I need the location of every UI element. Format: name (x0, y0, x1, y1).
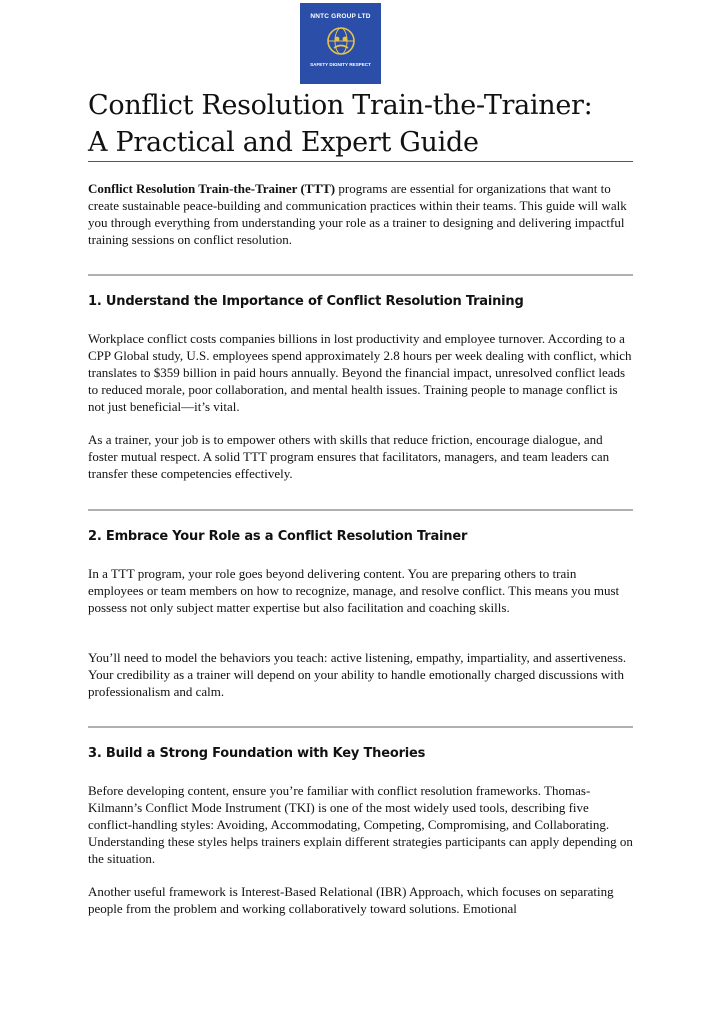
section-3-paragraph-2: Another useful framework is Interest-Based Relational (IBR) Approach, which focuses on separating people from the problem and working collaboratively toward solutions. Emotional (88, 884, 614, 916)
section-2-paragraph-2: You’ll need to model the behaviors you teach: active listening, empathy, impartiality, and assertiveness. Your credibility as a trainer will depend on your ability to handle emotionally charged discussions with professionalism and calm. (88, 650, 627, 699)
section-2-paragraph-1: In a TTT program, your role goes beyond delivering content. You are preparing others to train employees or team members on how to recognize, manage, and resolve conflict. This means you must possess not only subject matter expertise but also facilitation and coaching skills. (88, 566, 620, 615)
section-divider (88, 274, 633, 276)
section-heading-3: 3. Build a Strong Foundation with Key Theories (88, 746, 426, 761)
intro-text: programs are essential for organizations that want to create sustainable peace-building and communication practices within their teams. This guide will walk you through everything from understanding your role as a trainer to designing and delivering impactful training sessions on conflict resolution. (88, 181, 627, 247)
section-heading-2: 2. Embrace Your Role as a Conflict Resolution Trainer (88, 529, 468, 544)
company-logo (300, 3, 381, 84)
section-heading-1: 1. Understand the Importance of Conflict Resolution Training (88, 294, 524, 309)
logo-tagline: SAFETY DIGNITY RESPECT (310, 62, 371, 67)
intro-paragraph (88, 180, 633, 248)
page-title (88, 87, 633, 161)
section-1-paragraph-1: Workplace conflict costs companies billions in lost productivity and employee turnover. According to a CPP Global study, U.S. employees spend approximately 2.8 hours per week dealing with conflict, which translates to $359 billion in paid hours annually. Beyond the financial impact, unresolved conflict leads to reduced morale, poor collaboration, and mental health issues. Training people to manage conflict is not just beneficial—it’s vital. (88, 331, 632, 414)
globe-hands-icon (326, 26, 356, 56)
page-title-line2: A Practical and Expert Guide (88, 127, 479, 158)
section-3-paragraph-1: Before developing content, ensure you’re familiar with conflict resolution frameworks. Thomas-Kilmann’s Conflict Mode Instrument (TKI) is one of the most widely used tools, describing five conflict-handling styles: Avoiding, Accommodating, Competing, Compromising, and Collaborating. Understanding these styles helps trainers explain different strategies participants can apply depending on the situation. (88, 783, 633, 866)
title-divider (88, 161, 633, 162)
section-divider (88, 726, 633, 728)
logo-company-name: NNTC GROUP LTD (310, 13, 371, 20)
section-divider (88, 509, 633, 511)
intro-bold-lead: Conflict Resolution Train-the-Trainer (TTT) (88, 181, 336, 196)
page-title-line1: Conflict Resolution Train-the-Trainer: (88, 90, 593, 121)
section-1-paragraph-2: As a trainer, your job is to empower others with skills that reduce friction, encourage dialogue, and foster mutual respect. A solid TTT program ensures that facilitators, managers, and team leaders can transfer these competencies effectively. (88, 432, 610, 481)
